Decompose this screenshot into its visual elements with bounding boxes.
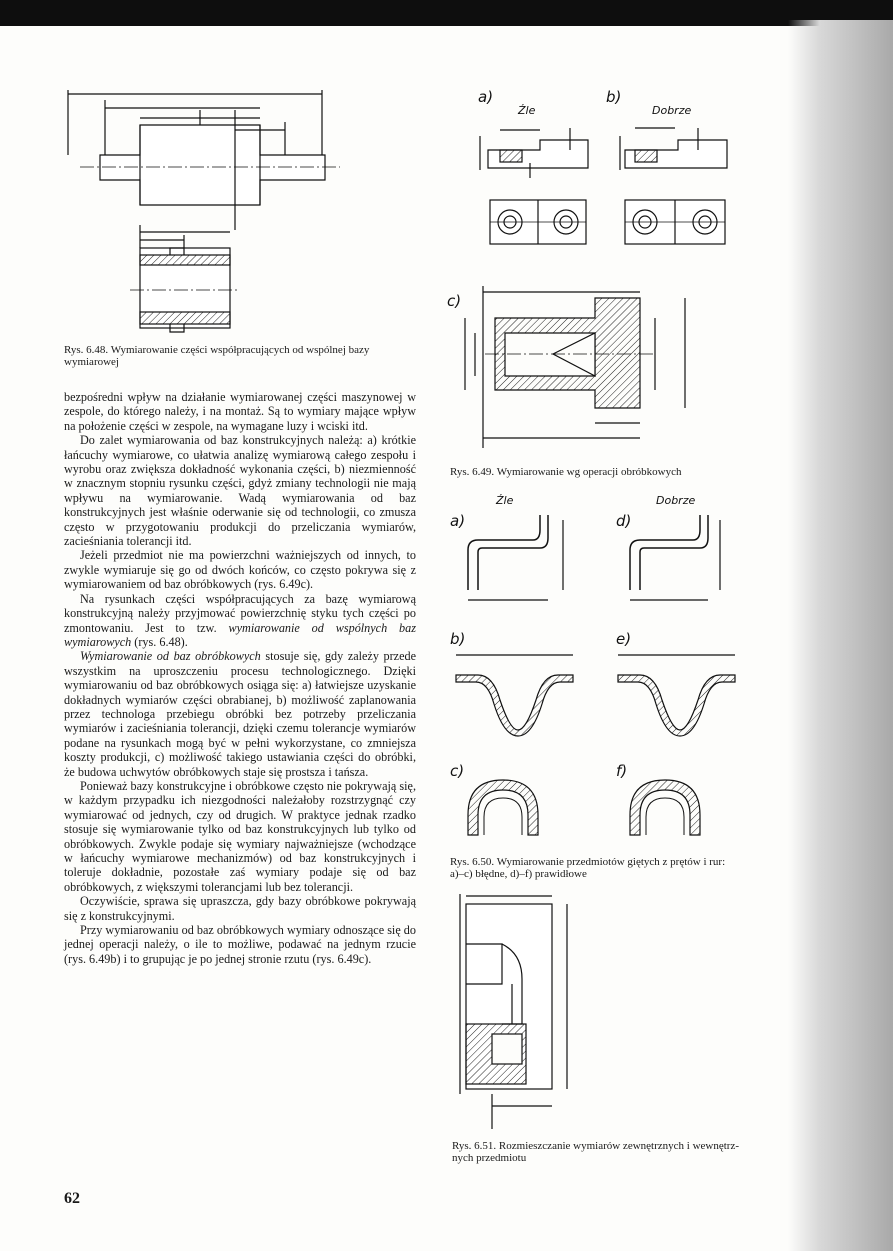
fig-6-50-label-f: f) bbox=[616, 762, 628, 780]
page-number: 62 bbox=[64, 1190, 80, 1207]
fig-6-49-label-c: c) bbox=[447, 292, 462, 310]
paragraph-5-emphasis: Wymiarowanie od baz obróbkowych bbox=[80, 649, 261, 664]
figure-6-50-caption-line-1: Rys. 6.50. Wymiarowanie przedmiotów giętych z prętów i rur: bbox=[450, 856, 726, 868]
figure-6-49-c-drawing bbox=[445, 278, 725, 458]
fig-6-50-label-b: b) bbox=[450, 630, 466, 648]
paragraph-4 bbox=[64, 592, 416, 650]
scan-right-edge-shadow bbox=[788, 20, 893, 1251]
fig-6-50-label-d: d) bbox=[616, 512, 632, 530]
paragraph-5 bbox=[64, 649, 416, 779]
figure-6-50-caption bbox=[450, 856, 790, 880]
fig-6-49-good-label: Dobrze bbox=[652, 104, 692, 117]
fig-6-49-label-b: b) bbox=[606, 88, 622, 106]
figure-6-49-ab-drawing bbox=[470, 88, 770, 258]
figure-6-51-drawing bbox=[452, 884, 582, 1134]
fig-6-49-label-a: a) bbox=[478, 88, 494, 106]
paragraph-8: Przy wymiarowaniu od baz obróbkowych wymiary odnoszące się do jednej operacji należy, o ile to możliwe, podawać na jednym rzucie (rys. 6.49b) i to grupując je po jednej stronie rzutu (rys. 6.49c). bbox=[64, 923, 416, 966]
paragraph-4-emphasis: wymiarowanie od wspólnych baz wymiarowych bbox=[64, 620, 416, 649]
paragraph-3: Jeżeli przedmiot nie ma powierzchni ważniejszych od innych, to zwykle wymiaruje się go od dwóch końców, co często pokrywa się z wymiarowaniem od baz obróbkowych (rys. 6.49c). bbox=[64, 548, 416, 592]
paragraph-5-text: stosuje się, gdy zależy przede wszystkim na uproszczeniu procesu technologicznego. Dzięki wymiarowaniu od baz obróbkowych osiąga się: a) łatwiejsze uzyskanie dokładnych wymiarów części obrabianej, b) możliwość zaplanowania przez technologa przebiegu obróbki bez potrzeby przeliczania wymiarów i zacieśniania tolerancji, dzięki czemu tolerancje wymiarów podane na rysunkach mogą być w pełni wykorzystane, co zmniejsza koszty produkcji, c) możliwość takiego ustawiania części do obróbki, że budowa uchwytów obróbkowych staje się prostsza i tańsza. bbox=[64, 649, 416, 779]
paragraph-4-text-a: Na rysunkach części współpracujących za bazę wymiarową konstrukcyjną należy przyjmować powierzchnię styku tych części po zmontowaniu. Jest to tzw. bbox=[64, 591, 416, 635]
fig-6-49-bad-label: Źle bbox=[518, 104, 536, 117]
fig-6-50-good-label: Dobrze bbox=[656, 494, 696, 507]
figure-6-48-drawing bbox=[60, 80, 350, 340]
fig-6-50-label-c: c) bbox=[450, 762, 465, 780]
paragraph-6: Ponieważ bazy konstrukcyjne i obróbkowe często nie pokrywają się, w każdym przypadku ich niezgodności należałoby rozstrzygnąć czy wymiarować od jednych, czy od drugich. W praktyce jednak rzadko stosuje się wymiarowanie tylko od baz konstrukcyjnych lub tylko od obróbkowych. Zwykle podaje się wymiary najważniejsze (wchodzące w łańcuchy wymiarowe mechanizmów) od baz konstrukcyjnych i toleruje dokładnie, pozostałe zaś wymiary podaje się od baz obróbkowych, z większymi tolerancjami lub bez tolerancji. bbox=[64, 778, 416, 894]
figure-6-51-caption bbox=[452, 1140, 792, 1164]
figure-6-49-caption: Rys. 6.49. Wymiarowanie wg operacji obróbkowych bbox=[450, 466, 682, 478]
figure-6-50-caption-line-2: a)–c) błędne, d)–f) prawidłowe bbox=[450, 868, 587, 880]
paragraph-2: Do zalet wymiarowania od baz konstrukcyjnych należą: a) krótkie łańcuchy wymiarowe, co ułatwia analizę wymiarową całego zespołu i wyrobu oraz zwiększa dokładność wykonania części, b) niezmienność w znacznym stopniu rysunku części, gdyż zmiany technologii nie mają wpływu na wymiarowanie. Wadą wymiarowania od baz konstrukcyjnych jest właśnie oderwanie się od technologii, co zmusza często w przygotowaniu produkcji do przeliczania wymiarów, zacieśniania tolerancji itd. bbox=[64, 433, 416, 549]
figure-6-48-caption: Rys. 6.48. Wymiarowanie części współpracujących od wspólnej bazy wymiarowej bbox=[64, 344, 370, 368]
figure-6-50-drawing bbox=[448, 490, 768, 850]
paragraph-1: bezpośredni wpływ na działanie wymiarowanej części maszynowej w zespole, do którego należy, i na montaż. Są to wymiary mające wpływ na położenie części w zespole, na wymagane luzy i wciski itd. bbox=[64, 390, 416, 433]
fig-6-50-label-e: e) bbox=[616, 630, 632, 648]
scan-top-border bbox=[0, 0, 893, 26]
figure-6-51-caption-line-2: nych przedmiotu bbox=[452, 1152, 527, 1164]
paragraph-4-text-b: (rys. 6.48). bbox=[131, 634, 188, 649]
body-text-column bbox=[64, 390, 416, 966]
figure-6-51-caption-line-1: Rys. 6.51. Rozmieszczanie wymiarów zewnętrznych i wewnętrz- bbox=[452, 1140, 739, 1152]
fig-6-50-label-a: a) bbox=[450, 512, 466, 530]
paragraph-7: Oczywiście, sprawa się upraszcza, gdy bazy obróbkowe pokrywają się z konstrukcyjnymi. bbox=[64, 894, 416, 923]
fig-6-50-bad-label: Źle bbox=[496, 494, 514, 507]
